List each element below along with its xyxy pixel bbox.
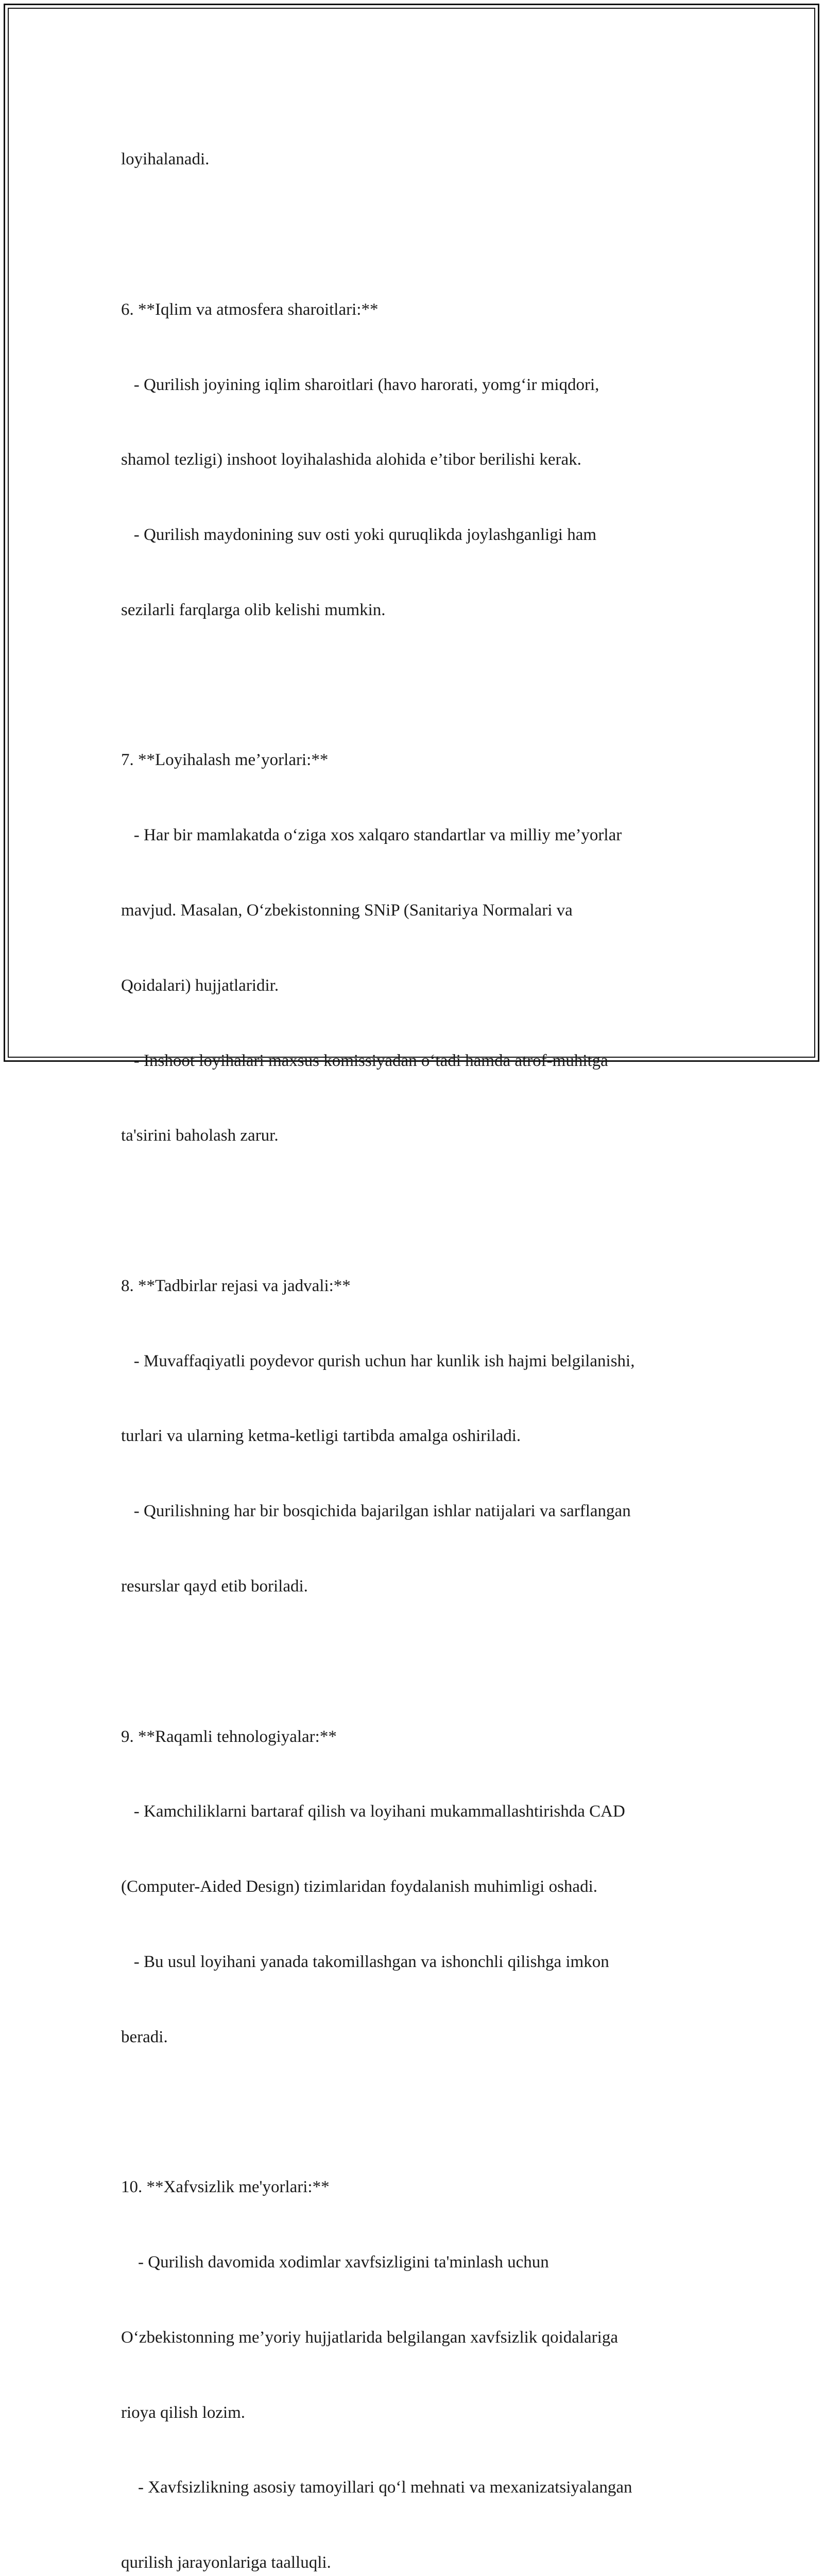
- section-7-heading: 7. **Loyihalash me’yorlari:**: [121, 751, 329, 770]
- blank-line: [121, 673, 708, 698]
- blank-line: [121, 1649, 708, 1674]
- text-line: resurslar qayd etib boriladi.: [121, 1577, 308, 1596]
- text-line: - Har bir mamlakatda o‘ziga xos xalqaro standartlar va milliy me’yorlar: [121, 826, 622, 845]
- text-line: beradi.: [121, 2027, 168, 2046]
- text-line: - Qurilish maydonining suv osti yoki quruqlikda joylashganligi ham: [121, 526, 597, 545]
- text-line: loyihalanadi.: [121, 150, 210, 169]
- document-body: [121, 97, 708, 2576]
- blank-line: [121, 222, 708, 247]
- text-line: shamol tezligi) inshoot loyihalashida alohida e’tibor berilishi kerak.: [121, 450, 581, 469]
- section-9-heading: 9. **Raqamli tehnologiyalar:**: [121, 1727, 337, 1746]
- text-line: - Kamchiliklarni bartaraf qilish va loyihani mukammallashtirishda CAD: [121, 1802, 625, 1821]
- text-line: - Xavfsizlikning asosiy tamoyillari qo‘l mehnati va mexanizatsiyalangan: [121, 2478, 632, 2497]
- blank-line: [121, 2100, 708, 2125]
- section-10-heading: 10. **Xafvsizlik me'yorlari:**: [121, 2178, 330, 2197]
- text-line: (Computer-Aided Design) tizimlaridan foydalanish muhimligi oshadi.: [121, 1877, 597, 1896]
- section-8-heading: 8. **Tadbirlar rejasi va jadvali:**: [121, 1276, 351, 1295]
- text-line: O‘zbekistonning me’yoriy hujjatlarida belgilangan xavfsizlik qoidalariga: [121, 2328, 618, 2347]
- text-line: - Qurilishning har bir bosqichida bajarilgan ishlar natijalari va sarflangan: [121, 1502, 631, 1521]
- text-line: ta'sirini baholash zarur.: [121, 1126, 279, 1145]
- text-line: - Muvaffaqiyatli poydevor qurish uchun har kunlik ish hajmi belgilanishi,: [121, 1351, 635, 1370]
- text-line: sezilarli farqlarga olib kelishi mumkin.: [121, 600, 386, 619]
- section-6-heading: 6. **Iqlim va atmosfera sharoitlari:**: [121, 300, 379, 319]
- text-line: - Bu usul loyihani yanada takomillashgan va ishonchli qilishga imkon: [121, 1952, 609, 1971]
- text-line: qurilish jarayonlariga taalluqli.: [121, 2553, 331, 2572]
- text-line: - Qurilish davomida xodimlar xavfsizligini ta'minlash uchun: [121, 2253, 549, 2272]
- blank-line: [121, 1198, 708, 1224]
- text-line: rioya qilish lozim.: [121, 2403, 246, 2422]
- text-line: - Qurilish joyining iqlim sharoitlari (havo harorati, yomg‘ir miqdori,: [121, 375, 599, 394]
- text-line: Qoidalari) hujjatlaridir.: [121, 976, 279, 995]
- text-line: - Inshoot loyihalari maxsus komissiyadan o‘tadi hamda atrof-muhitga: [121, 1051, 608, 1070]
- text-line: turlari va ularning ketma-ketligi tartibda amalga oshiriladi.: [121, 1427, 521, 1446]
- text-line: mavjud. Masalan, O‘zbekistonning SNiP (Sanitariya Normalari va: [121, 901, 573, 920]
